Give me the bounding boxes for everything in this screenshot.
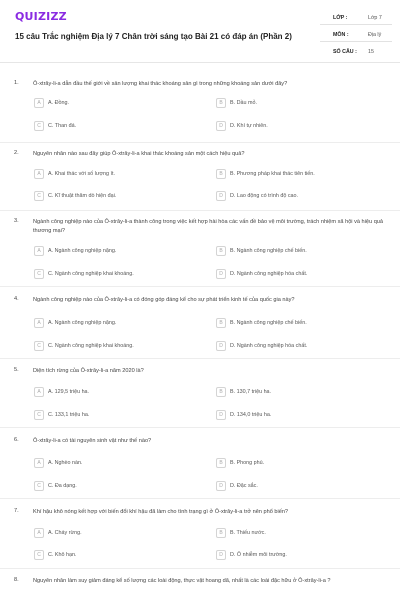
- question-divider: [0, 568, 400, 569]
- option-letter-box: D: [216, 121, 226, 131]
- option-text: A. Khai thác với số lượng ít.: [48, 171, 116, 177]
- info-label: MÔN :: [333, 32, 349, 38]
- page-header: [0, 0, 400, 62]
- question-text: Ô-xtrây-li-a dẫn đầu thế giới về sản lượng khai thác khoáng sản gì trong những khoáng sản dưới đây?: [33, 81, 288, 87]
- info-row-count: [320, 42, 392, 59]
- question-divider: [0, 427, 400, 428]
- quiz-info-panel: [320, 8, 392, 59]
- option-text: A. Ngành công nghiệp nặng.: [48, 320, 117, 326]
- question-divider: [0, 358, 400, 359]
- question-number: 7.: [14, 508, 19, 514]
- option-letter-box: A: [34, 318, 44, 328]
- info-label: LỚP :: [333, 15, 348, 21]
- option-text: D. 134,0 triệu ha.: [230, 412, 272, 418]
- option-text: B. Phương pháp khai thác tiên tiến.: [230, 171, 315, 177]
- page-title: 15 câu Trắc nghiệm Địa lý 7 Chân trời sáng tạo Bài 21 có đáp án (Phần 2): [15, 32, 292, 41]
- option-text: C. Ngành công nghiệp khai khoáng.: [48, 343, 134, 349]
- option-text: A. Ngành công nghiệp nặng.: [48, 248, 117, 254]
- question-text: Ngành công nghiệp nào của Ô-xtrây-li-a có đóng góp đáng kể cho sự phát triển kinh tế của quốc gia này?: [33, 297, 295, 303]
- info-value: Lớp 7: [368, 15, 382, 21]
- option-text: A. Đồng.: [48, 100, 69, 106]
- option-text: B. Dầu mỏ.: [230, 100, 257, 106]
- option-letter-box: A: [34, 246, 44, 256]
- question-divider: [0, 286, 400, 287]
- option-text: C. Kĩ thuật thăm dò hiện đại.: [48, 193, 117, 199]
- option-letter-box: D: [216, 341, 226, 351]
- option-letter-box: B: [216, 98, 226, 108]
- question-number: 8.: [14, 577, 19, 583]
- option-text: A. Nghèo nàn.: [48, 460, 83, 466]
- option-text: C. 133,1 triệu ha.: [48, 412, 90, 418]
- option-letter-box: B: [216, 246, 226, 256]
- option-text: B. Phong phú.: [230, 460, 265, 466]
- option-text: C. Đa dạng.: [48, 483, 77, 489]
- info-row-subject: [320, 25, 392, 42]
- option-letter-box: B: [216, 528, 226, 538]
- option-letter-box: D: [216, 550, 226, 560]
- info-row-grade: [320, 8, 392, 25]
- question-text: Ô-xtrây-li-a có tài nguyên sinh vật như thế nào?: [33, 438, 152, 444]
- option-letter-box: D: [216, 481, 226, 491]
- question-text: Diện tích rừng của Ô-xtrây-li-a năm 2020 là?: [33, 368, 144, 374]
- option-letter-box: A: [34, 528, 44, 538]
- option-letter-box: A: [34, 169, 44, 179]
- option-text: C. Ngành công nghiệp khai khoáng.: [48, 271, 134, 277]
- option-letter-box: A: [34, 458, 44, 468]
- option-text: D. Khí tự nhiên.: [230, 123, 268, 129]
- option-letter-box: C: [34, 269, 44, 279]
- question-divider: [0, 210, 400, 211]
- option-letter-box: C: [34, 481, 44, 491]
- option-text: C. Khô hạn.: [48, 552, 77, 558]
- option-letter-box: B: [216, 169, 226, 179]
- option-text: B. 130,7 triệu ha.: [230, 389, 272, 395]
- option-letter-box: C: [34, 341, 44, 351]
- option-letter-box: A: [34, 387, 44, 397]
- question-text: Ngành công nghiệp nào của Ô-xtrây-li-a thành công trong việc kết hợp hài hòa các vấn đề bảo vệ môi trường, trách nhiệm xã hội và hiệu quả thương mại?: [33, 219, 384, 234]
- option-letter-box: D: [216, 269, 226, 279]
- question-text: Nguyên nhân nào sau đây giúp Ô-xtrây-li-a khai thác khoáng sản một cách hiệu quả?: [33, 151, 245, 157]
- question-number: 1.: [14, 80, 19, 86]
- option-letter-box: B: [216, 387, 226, 397]
- question-text: Khí hậu khô nóng kết hợp với biến đổi khí hậu đã làm cho tình trạng gì ở Ô-xtrây-li-a trở nên phổ biến?: [33, 509, 289, 515]
- option-text: D. Đặc sắc.: [230, 483, 258, 489]
- option-text: B. Thiếu nước.: [230, 530, 266, 536]
- option-text: D. Ô nhiễm môi trường.: [230, 552, 287, 558]
- question-number: 2.: [14, 150, 19, 156]
- option-letter-box: C: [34, 121, 44, 131]
- question-number: 5.: [14, 367, 19, 373]
- option-text: C. Than đá.: [48, 123, 77, 129]
- header-divider: [0, 62, 400, 63]
- option-letter-box: D: [216, 410, 226, 420]
- option-text: D. Lao động có trình độ cao.: [230, 193, 299, 199]
- option-letter-box: C: [34, 191, 44, 201]
- question-number: 6.: [14, 437, 19, 443]
- option-text: A. Cháy rừng.: [48, 530, 82, 536]
- option-letter-box: C: [34, 550, 44, 560]
- info-value: 15: [368, 49, 374, 55]
- question-number: 4.: [14, 296, 19, 302]
- option-letter-box: B: [216, 458, 226, 468]
- question-number: 3.: [14, 218, 19, 224]
- option-text: B. Ngành công nghiệp chế biến.: [230, 320, 307, 326]
- option-text: A. 129,5 triệu ha.: [48, 389, 90, 395]
- question-divider: [0, 142, 400, 143]
- question-divider: [0, 498, 400, 499]
- option-text: D. Ngành công nghiệp hóa chất.: [230, 343, 308, 349]
- quizizz-logo: QUIZIZZ: [15, 10, 67, 23]
- option-text: D. Ngành công nghiệp hóa chất.: [230, 271, 308, 277]
- option-text: B. Ngành công nghiệp chế biến.: [230, 248, 307, 254]
- option-letter-box: B: [216, 318, 226, 328]
- option-letter-box: A: [34, 98, 44, 108]
- info-value: Địa lý: [368, 32, 382, 38]
- option-letter-box: D: [216, 191, 226, 201]
- info-label: SỐ CÂU :: [333, 49, 357, 55]
- question-text: Nguyên nhân làm suy giảm đáng kể số lượng các loài động, thực vật hoang dã, nhất là các loài đặc hữu ở Ô-xtrây-li-a ?: [33, 578, 331, 584]
- option-letter-box: C: [34, 410, 44, 420]
